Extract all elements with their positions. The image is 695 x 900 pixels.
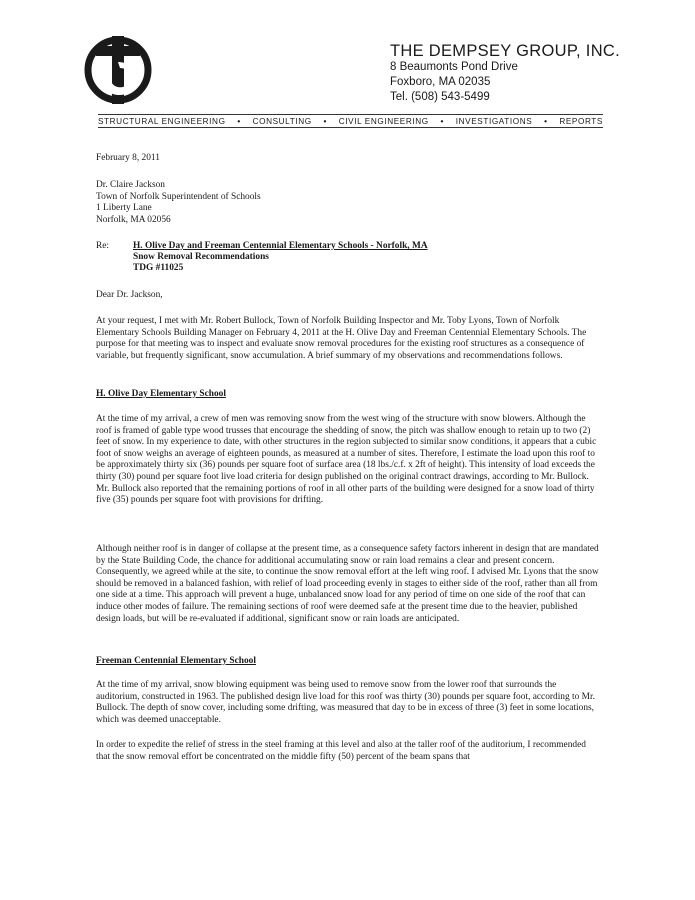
subject-line-3: TDG #11025 bbox=[133, 263, 184, 273]
re-label: Re: bbox=[96, 241, 110, 251]
freeman-paragraph-2: In order to expedite the relief of stress in the steel framing at this level and also at the taller roof of the auditorium, I recommended that the snow removal effort be concentrated on the middle fifty (50) percent of the beam spans that bbox=[96, 740, 586, 762]
services-bar bbox=[98, 114, 603, 128]
intro-paragraph: At your request, I met with Mr. Robert Bullock, Town of Norfolk Building Inspector and Mr. Toby Lyons, Town of Norfolk Elementary Schools Building Manager on February 4, 2011 at the H. Olive Day and Freeman Centennial Elementary Schools. The purpose for that meeting was to inspect and evaluate snow removal procedures for the existing roof structures as a consequence of variable, but frequently significant, snow accumulation. A brief summary of my observations and recommendations follows. bbox=[96, 316, 587, 361]
separator-dot: • bbox=[237, 117, 241, 126]
subject-line-2: Snow Removal Recommendations bbox=[133, 252, 269, 262]
separator-dot: • bbox=[440, 117, 444, 126]
separator-dot: • bbox=[323, 117, 327, 126]
phone-number: Tel. (508) 543-5499 bbox=[390, 91, 490, 103]
olive-day-paragraph-2: Although neither roof is in danger of collapse at the present time, as a consequence safety factors inherent in design that are mandated by the State Building Code, the chance for additional accumulating snow or rain load remains a clear and present concern. Consequently, we agreed while at the site, to continue the snow removal effort at the left wing roof. I advised Mr. Lyons that the snow should be removed in a balanced fashion, with relief of load proceeding evenly in stages to either side of the roof, rather than all from one side at a time. This approach will prevent a huge, unbalanced snow load for any period of time on one side of the roof that can induce other modes of failure. The remaining sections of roof were deemed safe at the present time due to the heavier, published design loads, but will be re-evaluated if additional, significant snow or rain loads are anticipated. bbox=[96, 544, 599, 624]
section-heading-olive-day: H. Olive Day Elementary School bbox=[96, 389, 226, 399]
recipient-title: Town of Norfolk Superintendent of Schools bbox=[96, 191, 261, 202]
letter-date: February 8, 2011 bbox=[96, 153, 160, 163]
subject-line-1: H. Olive Day and Freeman Centennial Elementary Schools - Norfolk, MA bbox=[133, 241, 428, 251]
service-investigations: INVESTIGATIONS bbox=[455, 117, 533, 126]
freeman-paragraph-1: At the time of my arrival, snow blowing equipment was being used to remove snow from the lower roof that surrounds the auditorium, constructed in 1963. The published design live load for this roof was thirty (30) pounds per square foot, according to Mr. Bullock. The depth of snow cover, including some drifting, was measured that day to be in excess of three (3) feet in some locations, which was deemed unacceptable. bbox=[96, 680, 595, 725]
address-line-1: 8 Beaumonts Pond Drive bbox=[390, 61, 518, 73]
service-consulting: CONSULTING bbox=[252, 117, 312, 126]
company-info bbox=[390, 42, 620, 105]
salutation: Dear Dr. Jackson, bbox=[96, 290, 163, 300]
company-name: THE DEMPSEY GROUP, INC. bbox=[390, 42, 621, 60]
address-line-2: Foxboro, MA 02035 bbox=[390, 76, 491, 88]
olive-day-paragraph-1: At the time of my arrival, a crew of men was removing snow from the west wing of the structure with snow blowers. Although the roof is framed of gable type wood trusses that encourage the shedding of snow, the pitch was shallow enough to retain up to two (2) feet of snow. In my experience to date, with other structures in the region subjected to similar snow conditions, it appears that a cubic foot of snow weighs an average of eighteen pounds, as measured at a number of sites. Therefore, I estimate the load upon this roof to be approximately thirty six (36) pounds per square foot of surface area (18 lbs./c.f. x 2ft of height). This intensity of load exceeds the thirty (30) pound per square foot live load criteria for design published on the original contract drawings, according to Mr. Bullock. Mr. Bullock also reported that the remaining portions of roof in all other parts of the building were designed for a snow load of thirty five (35) pounds per square foot with provisions for drifting. bbox=[96, 414, 597, 506]
recipient-city: Norfolk, MA 02056 bbox=[96, 214, 171, 225]
subject-block bbox=[133, 241, 428, 274]
separator-dot: • bbox=[544, 117, 548, 126]
section-heading-freeman: Freeman Centennial Elementary School bbox=[96, 656, 256, 666]
recipient-street: 1 Liberty Lane bbox=[96, 203, 152, 214]
company-logo-icon bbox=[82, 32, 154, 108]
service-reports: REPORTS bbox=[559, 117, 603, 126]
service-structural: STRUCTURAL ENGINEERING bbox=[98, 117, 226, 126]
recipient-address bbox=[96, 180, 261, 226]
recipient-name: Dr. Claire Jackson bbox=[96, 180, 165, 190]
service-civil: CIVIL ENGINEERING bbox=[338, 117, 429, 126]
